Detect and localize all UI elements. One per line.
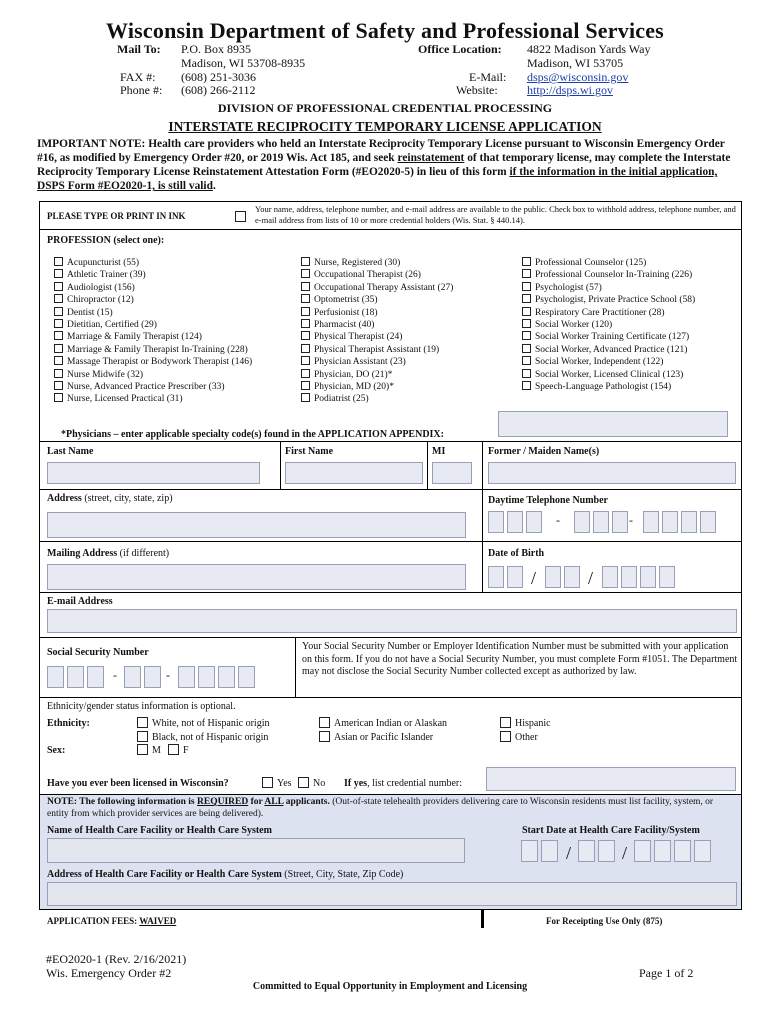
start-date-digit-cell[interactable] <box>541 840 558 862</box>
receipting-label: For Receipting Use Only (875) <box>546 916 663 926</box>
divider <box>39 229 742 230</box>
profession-option[interactable]: Social Worker Training Certificate (127) <box>522 331 695 343</box>
profession-col2 <box>301 257 453 406</box>
divider <box>280 441 281 489</box>
email-address-label: E-mail Address <box>47 596 113 607</box>
dob-separator: / <box>531 568 537 588</box>
physicians-note: *Physicians – enter applicable specialty code(s) found in the APPLICATION APPENDIX: <box>61 429 444 440</box>
profession-col1 <box>54 257 252 406</box>
division-heading: DIVISION OF PROFESSIONAL CREDENTIAL PROCESSING <box>217 101 553 115</box>
website-label: Website: <box>456 83 498 97</box>
profession-option[interactable]: Social Worker (120) <box>522 319 695 331</box>
start-date-digit-cell[interactable] <box>598 840 615 862</box>
phone-digit-cell[interactable] <box>593 511 609 533</box>
start-date-separator: / <box>622 843 628 863</box>
start-date-label: Start Date at Health Care Facility/System <box>522 825 700 836</box>
ethnicity-american-indian-option[interactable]: American Indian or Alaskan <box>319 717 447 731</box>
sex-label: Sex: <box>47 745 66 756</box>
office-label: Office Location: <box>418 42 502 56</box>
ethnicity-hispanic-option[interactable]: Hispanic <box>500 717 551 731</box>
profession-option[interactable]: Nurse, Licensed Practical (31) <box>54 393 252 405</box>
first-name-label: First Name <box>285 446 334 457</box>
phone-separator: - <box>556 513 560 527</box>
profession-option[interactable]: Acupuncturist (55) <box>54 257 252 269</box>
emergency-order: Wis. Emergency Order #2 <box>46 966 172 980</box>
profession-option[interactable]: Physical Therapist Assistant (19) <box>301 344 453 356</box>
facility-name-label: Name of Health Care Facility or Health Care System <box>47 825 272 836</box>
profession-option[interactable]: Social Worker, Independent (122) <box>522 356 695 368</box>
former-name-label: Former / Maiden Name(s) <box>488 446 600 457</box>
profession-option[interactable]: Nurse, Registered (30) <box>301 257 453 269</box>
ssn-separator: - <box>113 668 117 682</box>
divider <box>39 489 742 490</box>
office-line1: 4822 Madison Yards Way <box>527 42 651 56</box>
first-name-input[interactable] <box>285 462 423 484</box>
facility-name-input[interactable] <box>47 838 465 863</box>
ethnicity-label: Ethnicity: <box>47 718 90 729</box>
page-number: Page 1 of 2 <box>639 966 694 980</box>
profession-option[interactable]: Professional Counselor In-Training (226) <box>522 269 695 281</box>
profession-option[interactable]: Podiatrist (25) <box>301 393 453 405</box>
ssn-separator: - <box>166 668 170 682</box>
form-number: #EO2020-1 (Rev. 2/16/2021) <box>46 952 187 966</box>
please-type-label: PLEASE TYPE OR PRINT IN INK <box>47 211 186 221</box>
ethnicity-white-option[interactable]: White, not of Hispanic origin <box>137 717 269 731</box>
divider <box>482 441 483 489</box>
dob-digit-cell[interactable] <box>488 566 504 588</box>
profession-option[interactable]: Optometrist (35) <box>301 294 453 306</box>
phone-separator: - <box>629 513 633 527</box>
ssn-digit-cell[interactable] <box>67 666 84 688</box>
phone-value: (608) 266-2112 <box>181 83 256 97</box>
mail-to-label: Mail To: <box>117 42 161 56</box>
ssn-disclosure-text: Your Social Security Number or Employer Identification Number must be submitted with your application on this form. If you do not have a Social Security Number, you must complete Form #1051. The Department may not disclose the Social Security Number collected except as authorized by law. <box>302 641 738 678</box>
profession-option[interactable]: Dietitian, Certified (29) <box>54 319 252 331</box>
divider <box>39 441 742 442</box>
licensed-yes-option[interactable]: Yes <box>262 777 292 791</box>
email-address-input[interactable] <box>47 609 737 633</box>
last-name-label: Last Name <box>47 446 94 457</box>
ssn-digit-cell[interactable] <box>178 666 195 688</box>
office-line2: Madison, WI 53705 <box>527 56 624 70</box>
divider <box>295 637 296 697</box>
divider <box>39 637 742 638</box>
fax-value: (608) 251-3036 <box>181 70 256 84</box>
ethnicity-other-option[interactable]: Other <box>500 731 538 745</box>
phone-digit-cell[interactable] <box>574 511 590 533</box>
daytime-phone-label: Daytime Telephone Number <box>488 495 608 506</box>
withhold-text: Your name, address, telephone number, and e-mail address are available to the public. Check box to withhold address, telephone number, and e-mail address from lists of 10 or more credential holders (Wis. Stat. § 440.14). <box>255 204 736 225</box>
start-date-digit-cell[interactable] <box>578 840 595 862</box>
website-link[interactable]: http://dsps.wi.gov <box>527 83 614 97</box>
mailing-address-label: Mailing Address (if different) <box>47 548 170 559</box>
dob-digit-cell[interactable] <box>602 566 618 588</box>
profession-option[interactable]: Perfusionist (18) <box>301 307 453 319</box>
last-name-input[interactable] <box>47 462 260 484</box>
profession-option[interactable]: Physician, DO (21)* <box>301 369 453 381</box>
dob-digit-cell[interactable] <box>659 566 675 588</box>
licensed-question: Have you ever been licensed in Wisconsin? <box>47 778 229 789</box>
profession-option[interactable]: Psychologist, Private Practice School (58) <box>522 294 695 306</box>
start-date-digit-cell[interactable] <box>694 840 711 862</box>
ssn-digit-cell[interactable] <box>124 666 141 688</box>
phone-digit-cell[interactable] <box>526 511 542 533</box>
fax-label: FAX #: <box>120 70 156 84</box>
profession-option[interactable]: Physician Assistant (23) <box>301 356 453 368</box>
dob-separator: / <box>588 568 594 588</box>
ssn-label: Social Security Number <box>47 647 149 658</box>
profession-option[interactable]: Occupational Therapy Assistant (27) <box>301 282 453 294</box>
ssn-digit-cell[interactable] <box>198 666 215 688</box>
credential-number-label: If yes, list credential number: <box>344 778 463 789</box>
withhold-checkbox[interactable] <box>235 211 246 222</box>
facility-address-input[interactable] <box>47 882 737 906</box>
phone-digit-cell[interactable] <box>612 511 628 533</box>
profession-option[interactable]: Nurse Midwife (32) <box>54 369 252 381</box>
divider <box>39 592 742 593</box>
credential-number-input[interactable] <box>486 767 736 791</box>
start-date-separator: / <box>566 843 572 863</box>
divider <box>39 697 742 698</box>
former-name-input[interactable] <box>488 462 736 484</box>
profession-option[interactable]: Psychologist (57) <box>522 282 695 294</box>
ethnicity-asian-option[interactable]: Asian or Pacific Islander <box>319 731 433 745</box>
dob-label: Date of Birth <box>488 548 545 559</box>
profession-option[interactable]: Occupational Therapist (26) <box>301 269 453 281</box>
important-note: IMPORTANT NOTE: Health care providers who held an Interstate Reciprocity Temporary License pursuant to Wisconsin Emergency Order #16, as modified by Emergency Order #20, or 2019 Wis. Act 185, and seek reinstatement of that temporary license, may complete the Interstate Reciprocity Temporary License Reinstatement Attestation Form (#EO2020-5) in lieu of this form if the information in the initial application, DSPS Form #EO2020-1, is still valid. <box>37 138 731 192</box>
mail-to-line2: Madison, WI 53708-8935 <box>181 56 306 70</box>
profession-option[interactable]: Social Worker, Advanced Practice (121) <box>522 344 695 356</box>
ethnicity-optional-note: Ethnicity/gender status information is optional. <box>47 701 236 712</box>
profession-option[interactable]: Massage Therapist or Bodywork Therapist (146) <box>54 356 252 368</box>
ethnicity-black-option[interactable]: Black, not of Hispanic origin <box>137 731 268 745</box>
dob-digit-cell[interactable] <box>564 566 580 588</box>
start-date-digit-cell[interactable] <box>674 840 691 862</box>
mail-to-line1: P.O. Box 8935 <box>181 42 252 56</box>
ssn-digit-cell[interactable] <box>87 666 104 688</box>
specialty-code-input[interactable] <box>498 411 728 437</box>
ssn-digit-cell[interactable] <box>238 666 255 688</box>
address-input[interactable] <box>47 512 466 538</box>
profession-option[interactable]: Dentist (15) <box>54 307 252 319</box>
profession-option[interactable]: Professional Counselor (125) <box>522 257 695 269</box>
facility-address-label: Address of Health Care Facility or Health Care System (Street, City, State, Zip Code) <box>47 869 404 880</box>
ssn-digit-cell[interactable] <box>144 666 161 688</box>
ssn-digit-cell[interactable] <box>218 666 235 688</box>
required-note: NOTE: The following information is REQUIRED for ALL applicants. (Out-of-state telehealth providers delivering care to Wisconsin residents must list facility, system, or entity from which provider services are being delivered). <box>47 797 714 819</box>
phone-label: Phone #: <box>120 83 163 97</box>
start-date-digit-cell[interactable] <box>634 840 651 862</box>
equal-opportunity-statement: Committed to Equal Opportunity in Employment and Licensing <box>252 981 528 992</box>
profession-option[interactable]: Speech-Language Pathologist (154) <box>522 381 695 393</box>
profession-option[interactable]: Social Worker, Licensed Clinical (123) <box>522 369 695 381</box>
profession-option[interactable]: Athletic Trainer (39) <box>54 269 252 281</box>
fee-divider <box>481 910 484 928</box>
sex-m-option[interactable]: M <box>137 744 161 758</box>
dob-digit-cell[interactable] <box>621 566 637 588</box>
application-fees: APPLICATION FEES: WAIVED <box>47 916 177 926</box>
ssn-digit-cell[interactable] <box>47 666 64 688</box>
profession-label: PROFESSION (select one): <box>47 235 165 246</box>
profession-option[interactable]: Marriage & Family Therapist In-Training (228) <box>54 344 252 356</box>
divider <box>427 441 428 489</box>
profession-option[interactable]: Audiologist (156) <box>54 282 252 294</box>
profession-option[interactable]: Pharmacist (40) <box>301 319 453 331</box>
email-link[interactable]: dsps@wisconsin.gov <box>527 70 629 84</box>
dob-digit-cell[interactable] <box>507 566 523 588</box>
mi-label: MI <box>432 446 446 457</box>
mailing-address-input[interactable] <box>47 564 466 590</box>
divider <box>39 794 742 795</box>
address-label: Address (street, city, state, zip) <box>47 493 173 504</box>
profession-col3 <box>522 257 695 393</box>
profession-option[interactable]: Marriage & Family Therapist (124) <box>54 331 252 343</box>
sex-f-option[interactable]: F <box>168 744 189 758</box>
phone-digit-cell[interactable] <box>488 511 504 533</box>
profession-option[interactable]: Respiratory Care Practitioner (28) <box>522 307 695 319</box>
profession-option[interactable]: Physical Therapist (24) <box>301 331 453 343</box>
profession-option[interactable]: Chiropractor (12) <box>54 294 252 306</box>
phone-digit-cell[interactable] <box>662 511 678 533</box>
start-date-digit-cell[interactable] <box>654 840 671 862</box>
licensed-no-option[interactable]: No <box>298 777 325 791</box>
form-title: INTERSTATE RECIPROCITY TEMPORARY LICENSE APPLICATION <box>168 119 602 134</box>
mi-input[interactable] <box>432 462 472 484</box>
phone-digit-cell[interactable] <box>681 511 697 533</box>
email-label: E-Mail: <box>469 70 507 84</box>
profession-option[interactable]: Nurse, Advanced Practice Prescriber (33) <box>54 381 252 393</box>
dob-digit-cell[interactable] <box>545 566 561 588</box>
dob-digit-cell[interactable] <box>640 566 656 588</box>
start-date-digit-cell[interactable] <box>521 840 538 862</box>
phone-digit-cell[interactable] <box>643 511 659 533</box>
phone-digit-cell[interactable] <box>700 511 716 533</box>
agency-title: Wisconsin Department of Safety and Professional Services <box>106 18 664 43</box>
profession-option[interactable]: Physician, MD (20)* <box>301 381 453 393</box>
divider <box>39 541 742 542</box>
phone-digit-cell[interactable] <box>507 511 523 533</box>
